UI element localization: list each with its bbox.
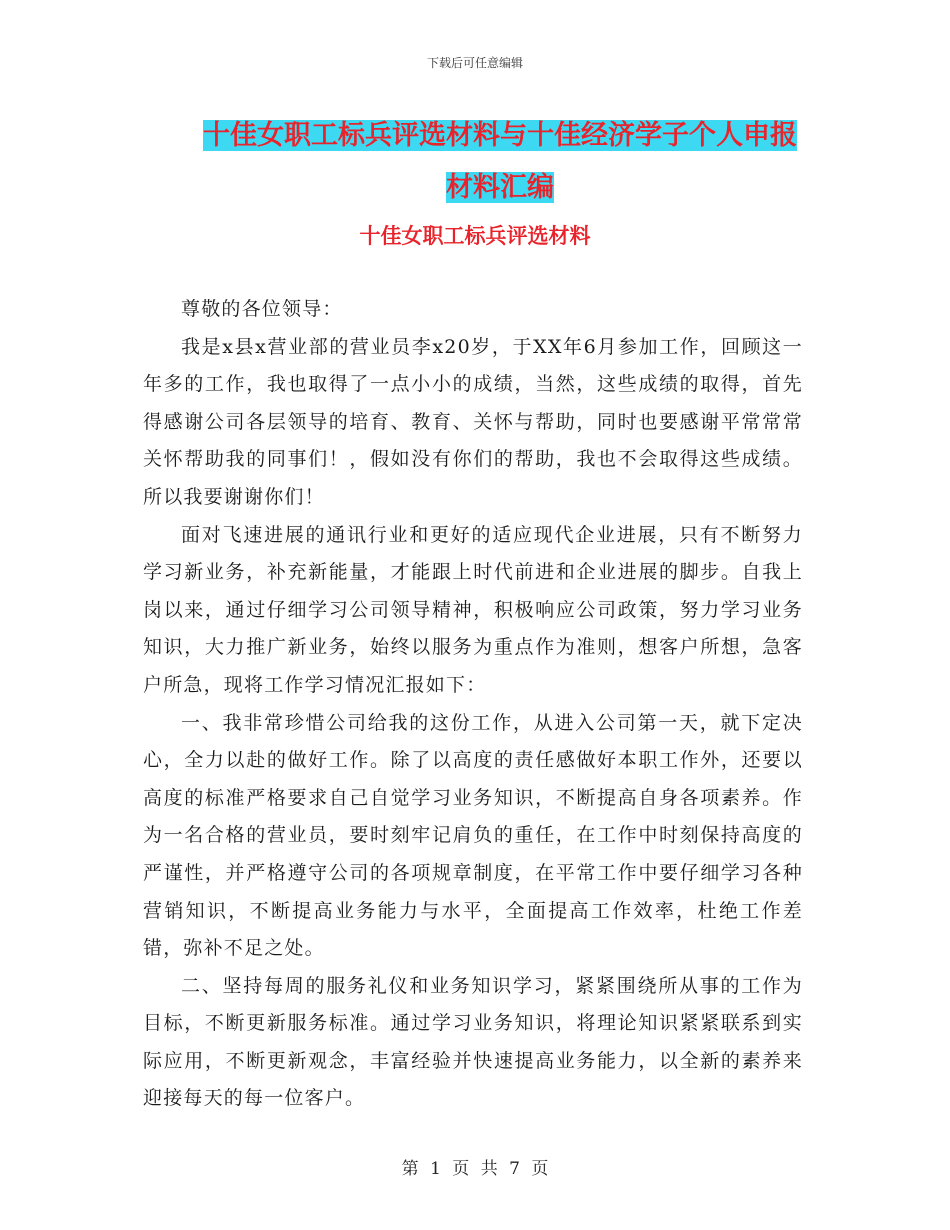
document-body — [143, 291, 803, 1118]
page-number-footer: 第 1 页 共 7 页 — [401, 1159, 549, 1179]
document-title — [190, 110, 810, 214]
body-paragraph: 我是x县x营业部的营业员李x20岁，于XX年6月参加工作，回顾这一年多的工作，我也取得了一点小小的成绩，当然，这些成绩的取得，首先得感谢公司各层领导的培育、教育、关怀与帮助，同时也要感谢平常常常关怀帮助我的同事们！，假如没有你们的帮助，我也不会取得这些成绩。所以我要谢谢你们！ — [143, 335, 803, 508]
salutation-paragraph: 尊敬的各位领导： — [181, 298, 343, 320]
section-title: 十佳女职工标兵评选材料 — [359, 223, 591, 248]
page-header-note: 下载后可任意编辑 — [426, 56, 523, 70]
body-paragraph: 面对飞速进展的通讯行业和更好的适应现代企业进展，只有不断努力学习新业务，补充新能量，才能跟上时代前进和企业进展的脚步。自我上岗以来，通过仔细学习公司领导精神，积极响应公司政策，努力学习业务知识，大力推广新业务，始终以服务为重点作为准则，想客户所想，急客户所急，现将工作学习情况汇报如下： — [143, 523, 803, 696]
body-paragraph: 二、坚持每周的服务礼仪和业务知识学习，紧紧围绕所从事的工作为目标，不断更新服务标准。通过学习业务知识，将理论知识紧紧联系到实际应用，不断更新观念，丰富经验并快速提高业务能力，以全新的素养来迎接每天的每一位客户。 — [143, 974, 803, 1110]
document-title-text: 十佳女职工标兵评选材料与十佳经济学子个人申报材料汇编 — [203, 120, 797, 203]
body-paragraph: 一、我非常珍惜公司给我的这份工作，从进入公司第一天，就下定决心，全力以赴的做好工作。除了以高度的责任感做好本职工作外，还要以高度的标准严格要求自己自觉学习业务知识，不断提高自身各项素养。作为一名合格的营业员，要时刻牢记肩负的重任，在工作中时刻保持高度的严谨性，并严格遵守公司的各项规章制度，在平常工作中要仔细学习各种营销知识，不断提高业务能力与水平，全面提高工作效率，杜绝工作差错，弥补不足之处。 — [143, 711, 803, 960]
